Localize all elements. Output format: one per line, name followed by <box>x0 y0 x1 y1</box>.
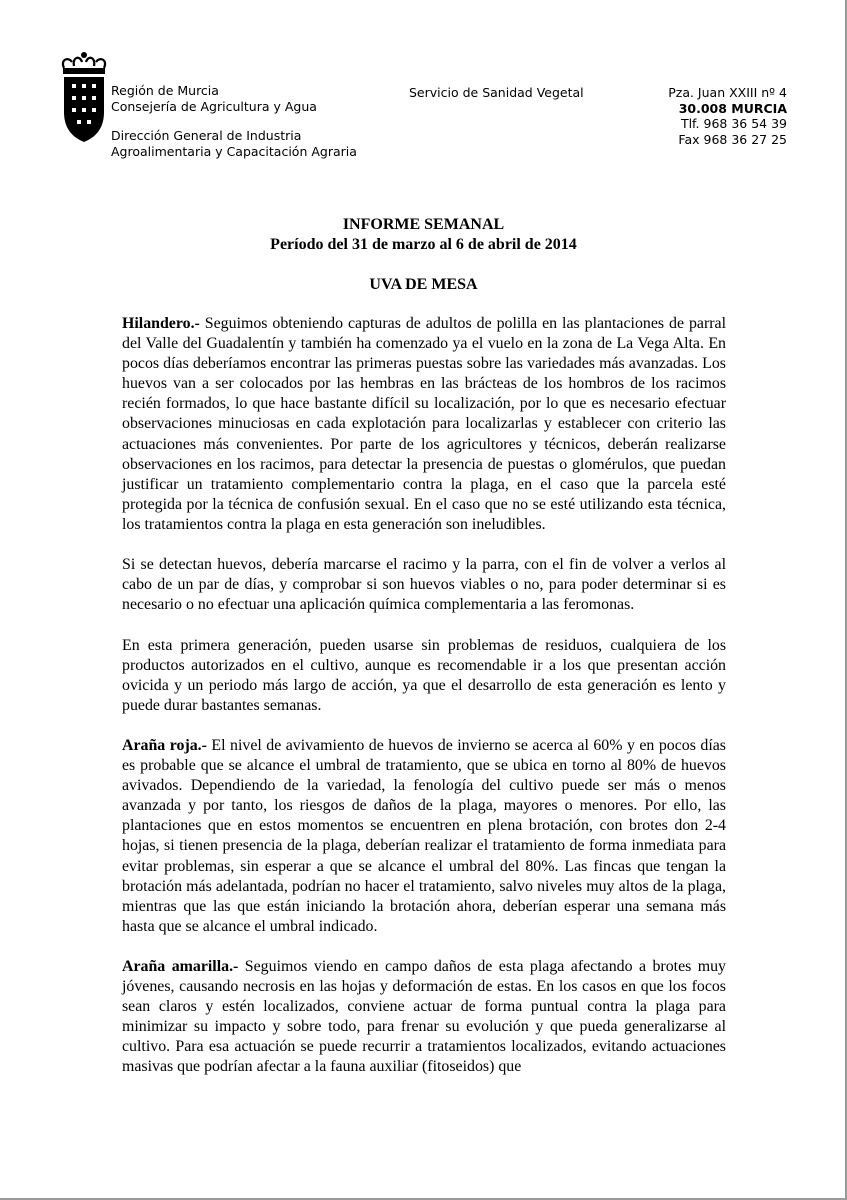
paragraph-text: Seguimos obteniendo capturas de adultos de polilla en las plantaciones de parral del Valle del Guadalentín y también ha comenzado ya el vuelo en la zona de La Vega Alta. En pocos días deberíamos encontrar las primeras puestas sobre las variedades más avanzadas. Los huevos van a ser colocados por las hembras en las brácteas de los hombros de los racimos recién formados, lo que hace bastante difícil su localización, por lo que es necesario efectuar observaciones minuciosas en cada explotación para localizarlas y establecer con criterio las actuaciones más convenientes. Por parte de los agricultores y técnicos, deberán realizarse observaciones en los racimos, para detectar la presencia de puestas o glomérulos, que puedan justificar un tratamiento complementario contra la plaga, en el caso que la parcela esté protegida por la técnica de confusión sexual. En el caso que no se esté utilizando esta técnica, los tratamientos contra la plaga en esta generación son ineludibles. <box>122 315 726 533</box>
header-organization <box>111 83 357 159</box>
report-title: INFORME SEMANAL <box>342 216 505 233</box>
paragraph-hilandero <box>122 314 726 535</box>
dept-line-2: Agroalimentaria y Capacitación Agraria <box>111 143 357 159</box>
crop-heading: UVA DE MESA <box>369 276 478 293</box>
paragraph-text: Si se detectan huevos, debería marcarse el racimo y la parra, con el fin de volver a verlos al cabo de un par de días, y comprobar si son huevos viables o no, para poder determinar si es necesario o no efectuar una aplicación química complementaria a las feromonas. <box>122 556 726 614</box>
org-ministry: Consejería de Agricultura y Agua <box>111 98 317 114</box>
contact-address: Pza. Juan XXIII nº 4 <box>668 85 787 100</box>
header-contact <box>668 85 787 147</box>
contact-fax: Fax 968 36 27 25 <box>678 131 787 147</box>
paragraph-text: En esta primera generación, pueden usarse sin problemas de residuos, cualquiera de los productos autorizados en el cultivo, aunque es recomendable ir a los que presentan acción ovicida y un periodo más largo de acción, ya que el desarrollo de esta generación es lento y puede durar bastantes semanas. <box>122 636 726 714</box>
paragraph-arana-roja <box>122 736 726 937</box>
report-body <box>122 314 726 1098</box>
region-crest-icon <box>58 50 110 145</box>
contact-city: 30.008 MURCIA <box>678 100 787 116</box>
header-service: Servicio de Sanidad Vegetal <box>409 85 584 100</box>
paragraph-generacion <box>122 636 726 716</box>
dept-line-1: Dirección General de Industria <box>111 128 302 143</box>
paragraph-text: El nivel de avivamiento de huevos de invierno se acerca al 60% y en pocos días es probable que se alcance el umbral de tratamiento, que se ubica en torno al 80% de huevos avivados. Dependiendo de la variedad, la fenología del cultivo puede ser más o menos avanzada y por tanto, los riesgos de daños de la plaga, mayores o menores. Por ello, las plantaciones que en estos momentos se encuentren en plena brotación, con brotes don 2-4 hojas, si tienen presencia de la plaga, deberían realizar el tratamiento de forma inmediata para evitar problemas, sin esperar a que se alcance el umbral del 80%. Las fincas que tengan la brotación más adelantada, podrían no hacer el tratamiento, salvo niveles muy altos de la plaga, mientras que las que están iniciando la brotación ahora, deberían esperar una semana más hasta que se alcance el umbral indicado. <box>122 736 726 935</box>
section-lead: Araña roja.- <box>122 736 207 754</box>
paragraph-arana-amarilla <box>122 957 726 1078</box>
paragraph-huevos <box>122 555 726 615</box>
section-lead: Araña amarilla.- <box>122 958 239 975</box>
org-region: Región de Murcia <box>111 83 219 98</box>
contact-phone: Tlf. 968 36 54 39 <box>680 116 787 131</box>
report-period: Período del 31 de marzo al 6 de abril de 2014 <box>270 236 577 253</box>
section-lead: Hilandero.- <box>122 315 200 332</box>
paragraph-text: Seguimos viendo en campo daños de esta plaga afectando a brotes muy jóvenes, causando necrosis en las hojas y deformación de estas. En los casos en que los focos sean claros y estén localizados, conviene actuar de forma puntual contra la plaga para minimizar su impacto y sobre todo, para frenar su evolución y que pueda generalizarse al cultivo. Para esa actuación se puede recurrir a tratamientos localizados, evitando actuaciones masivas que podrían afectar a la fauna auxiliar (fitoseidos) que <box>122 958 726 1076</box>
